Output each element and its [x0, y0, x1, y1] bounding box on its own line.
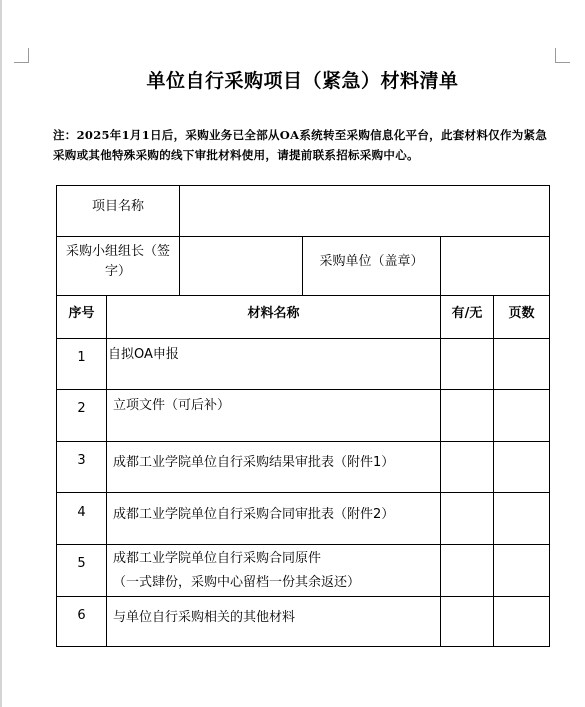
row-3-index: 3 [77, 453, 86, 468]
row-4-index: 4 [77, 504, 86, 520]
row-5-index: 5 [77, 556, 86, 571]
row-2-material: 立项文件（可后补） [113, 398, 231, 413]
header-material: 材料名称 [247, 305, 300, 321]
row-1-has[interactable] [441, 339, 493, 389]
row-6-material: 与单位自行采购相关的其他材料 [113, 610, 296, 625]
row-6-has[interactable] [441, 597, 493, 646]
purchase-unit-seal-field[interactable] [441, 237, 549, 295]
row-5-material-line-2: （一式肆份，采购中心留档一份其余返还） [113, 575, 361, 590]
margin-corner-top-left [14, 48, 29, 63]
row-5-has[interactable] [441, 545, 493, 596]
margin-corner-top-right [555, 48, 570, 63]
row-6-pages[interactable] [494, 597, 549, 646]
project-name-label: 项目名称 [91, 198, 144, 214]
row-2-has[interactable] [441, 390, 493, 441]
row-3-has[interactable] [441, 442, 493, 492]
header-pages: 页数 [508, 305, 535, 321]
project-name-field[interactable] [180, 186, 549, 236]
header-index: 序号 [68, 305, 95, 321]
table-border-right [549, 185, 550, 647]
row-1-index: 1 [77, 350, 86, 365]
row-6-index: 6 [77, 608, 86, 623]
row-5-material-line-1: 成都工业学院单位自行采购合同原件 [113, 551, 322, 566]
header-has: 有/无 [451, 305, 483, 321]
row-4-material: 成都工业学院单位自行采购合同审批表（附件2） [113, 506, 395, 522]
purchase-leader-label: 采购小组组长（签字） [65, 244, 170, 279]
purchase-leader-signature-field[interactable] [180, 237, 302, 295]
row-4-pages[interactable] [494, 493, 549, 544]
row-1-material: 自拟OA申报 [108, 347, 179, 362]
row-5-material [113, 545, 440, 597]
row-2-index: 2 [77, 401, 86, 416]
row-2-pages[interactable] [494, 390, 549, 441]
row-3-material: 成都工业学院单位自行采购结果审批表（附件1） [113, 455, 395, 470]
document-title: 单位自行采购项目（紧急）材料清单 [146, 70, 459, 92]
purchase-unit-label: 采购单位（盖章） [319, 253, 424, 269]
row-5-pages[interactable] [494, 545, 549, 596]
document-note: 注：2025年1月1日后，采购业务已全部从OA系统转至采购信息化平台，此套材料仅作为紧急采购或其他特殊采购的线下审批材料使用，请提前联系招标采购中心。 [53, 128, 548, 162]
row-1-pages[interactable] [494, 339, 549, 389]
row-3-pages[interactable] [494, 442, 549, 492]
table-border-bottom [56, 646, 550, 647]
row-4-has[interactable] [441, 493, 493, 544]
page-left-edge [0, 0, 2, 707]
